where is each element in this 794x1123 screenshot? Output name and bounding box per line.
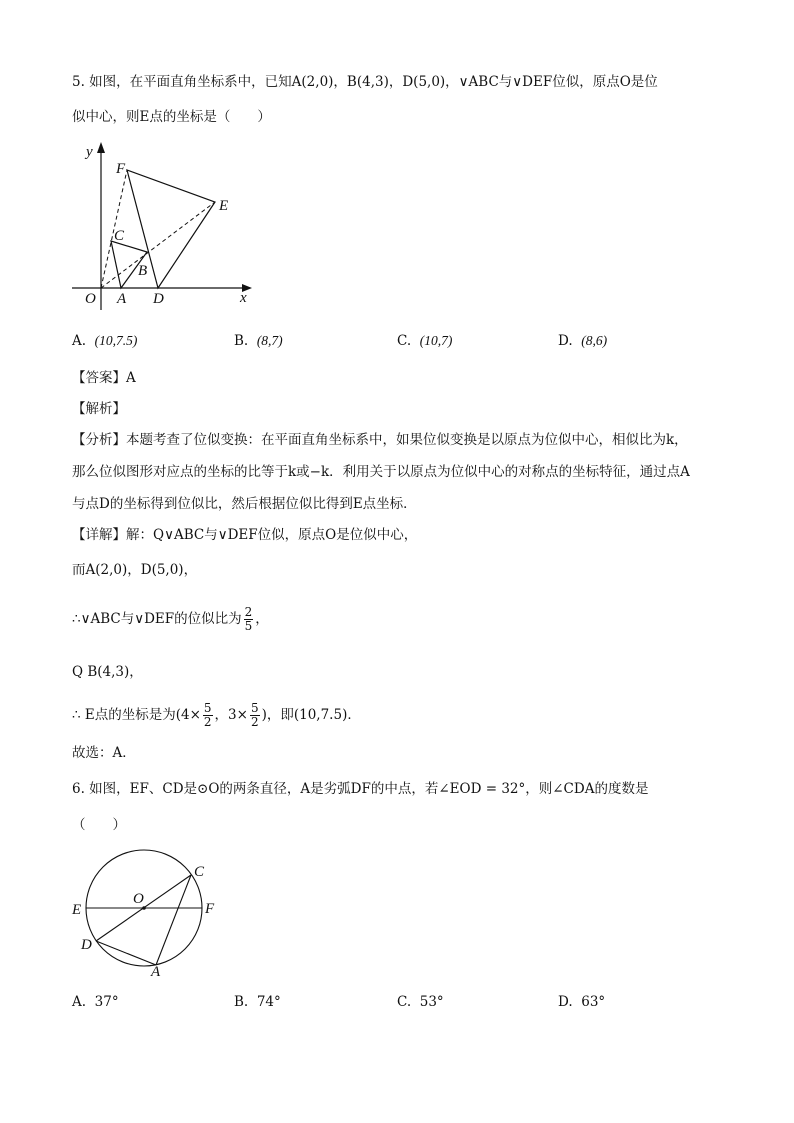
- label-A: A: [151, 964, 161, 980]
- label-D: D: [153, 291, 164, 307]
- label-O: O: [85, 291, 96, 307]
- label-y: y: [86, 144, 93, 160]
- q6-stem-line1: 6. 如图，EF、CD是⊙O的两条直径，A是劣弧DF的中点，若∠EOD = 32°，则∠CDA的度数是: [72, 781, 649, 797]
- q5-coordinate-figure: [72, 140, 262, 320]
- q5-option-c: C. (10,7): [397, 333, 453, 349]
- q5-detail-line2: 而A(2,0)，D(5,0)，: [72, 562, 198, 578]
- q5-option-d: D. (8,6): [558, 333, 608, 349]
- label-O: O: [133, 891, 144, 907]
- q5-stem-line1: 5. 如图，在平面直角坐标系中，已知A(2,0)，B(4,3)，D(5,0)，∨ABC与∨DEF位似，原点O是位: [72, 74, 658, 90]
- label-F: F: [116, 161, 126, 177]
- label-C: C: [114, 228, 125, 244]
- chord-CA: [156, 875, 191, 965]
- fraction-5-2-a: $\frac{5}{2}$: [203, 701, 212, 729]
- q6-option-a: A. 37°: [72, 994, 119, 1010]
- q5-detail-line3: ∴∨ABC与∨DEF的位似比为 $\frac{2}{5}$ ，: [72, 605, 269, 633]
- q5-analysis-line1: 【分析】本题考查了位似变换：在平面直角坐标系中，如果位似变换是以原点为位似中心，相似比为k，: [72, 432, 688, 448]
- label-F: F: [205, 901, 215, 917]
- q6-circle-figure: [72, 845, 232, 980]
- q6-option-b: B. 74°: [234, 994, 281, 1010]
- q6-stem-line2: （ ）: [72, 817, 126, 833]
- q6-option-d: D. 63°: [558, 994, 606, 1010]
- q6-option-c: C. 53°: [397, 994, 444, 1010]
- q5-option-a: A. (10,7.5): [72, 333, 138, 349]
- label-E: E: [219, 198, 229, 214]
- label-x: x: [240, 290, 247, 306]
- fraction-5-2-b: $\frac{5}{2}$: [250, 701, 259, 729]
- q5-detail-line4: Q B(4,3)，: [72, 664, 143, 680]
- q5-stem-line2: 似中心，则E点的坐标是（ ）: [72, 109, 271, 125]
- label-D: D: [81, 937, 92, 953]
- q5-choose: 故选：A．: [72, 745, 136, 761]
- label-A: A: [117, 291, 127, 307]
- q5-detail-line1: 【详解】解：Q∨ABC与∨DEF位似，原点O是位似中心，: [72, 527, 418, 543]
- q5-analysis-line2: 那么位似图形对应点的坐标的比等于k或−k．利用关于以原点为位似中心的对称点的坐标特征，通过点A: [72, 464, 690, 480]
- q5-detail-line5: ∴ E点的坐标是为(4× $\frac{5}{2}$ ，3× $\frac{5}{2}$ )，即(10,7.5)．: [72, 701, 361, 729]
- q5-answer: 【答案】A: [72, 370, 136, 386]
- fraction-2-5: $\frac{2}{5}$: [244, 605, 253, 633]
- label-E: E: [72, 902, 82, 918]
- q5-analysis-line3: 与点D的坐标得到位似比，然后根据位似比得到E点坐标．: [72, 496, 417, 512]
- q5-analysis-header: 【解析】: [72, 401, 126, 417]
- label-B: B: [138, 263, 148, 279]
- q5-option-b: B. (8,7): [234, 333, 283, 349]
- chord-DA: [96, 941, 156, 965]
- y-axis-arrow-icon: [97, 142, 105, 153]
- label-C: C: [194, 864, 205, 880]
